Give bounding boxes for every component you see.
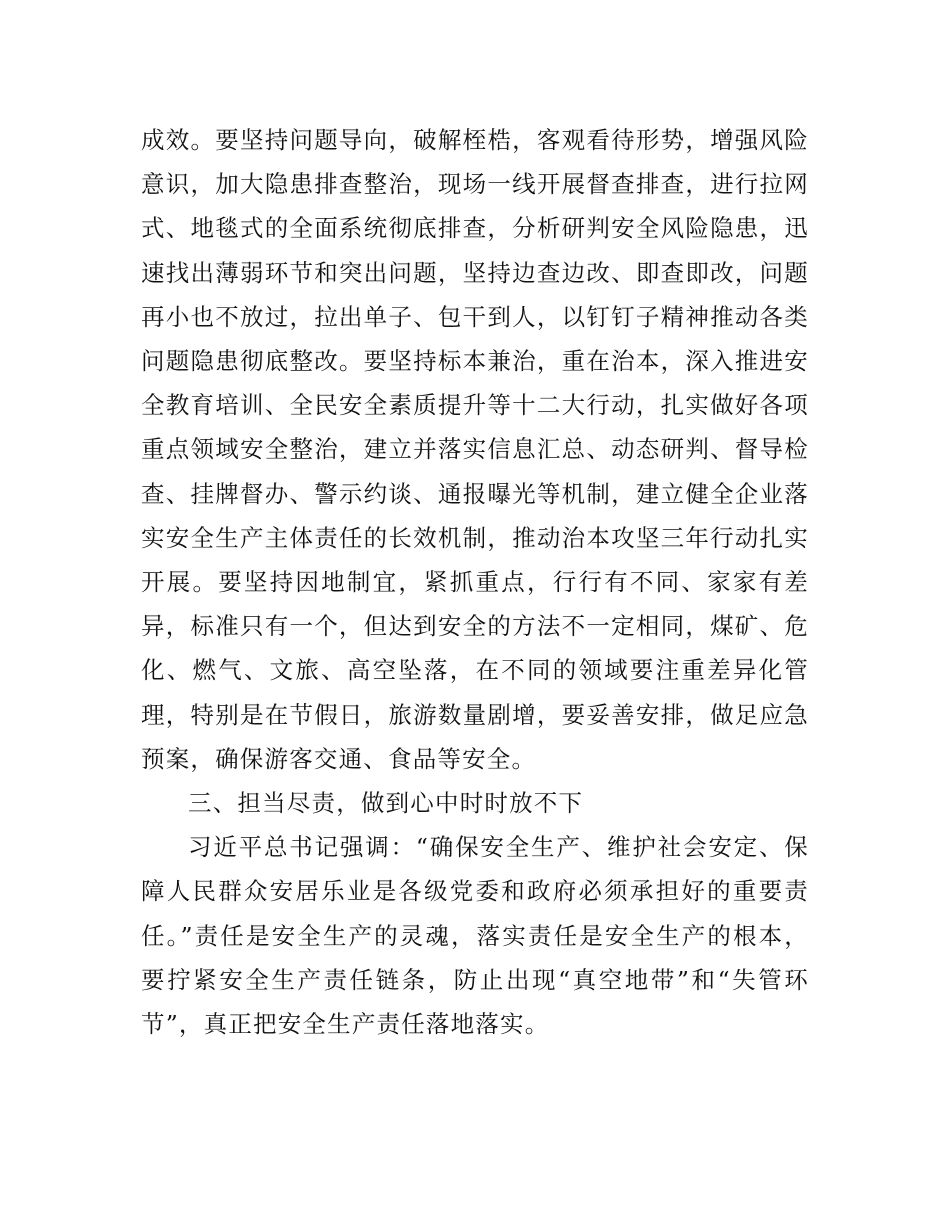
- document-body: [141, 118, 809, 1046]
- section-heading: 三、担当尽责，做到心中时时放不下: [188, 789, 584, 818]
- paragraph-continued: 成效。要坚持问题导向，破解桎梏，客观看待形势，增强风险意识，加大隐患排查整治，现场一线开展督查排查，进行拉网式、地毯式的全面系统彻底排查，分析研判安全风险隐患，迅速找出薄弱环节和突出问题，坚持边查边改、即查即改，问题再小也不放过，拉出单子、包干到人，以钉钉子精神推动各类问题隐患彻底整改。要坚持标本兼治，重在治本，深入推进安全教育培训、全民安全素质提升等十二大行动，扎实做好各项重点领域安全整治，建立并落实信息汇总、动态研判、督导检查、挂牌督办、警示约谈、通报曝光等机制，建立健全企业落实安全生产主体责任的长效机制，推动治本攻坚三年行动扎实开展。要坚持因地制宜，紧抓重点，行行有不同、家家有差异，标准只有一个，但达到安全的方法不一定相同，煤矿、危化、燃气、文旅、高空坠落，在不同的领域要注重差异化管理，特别是在节假日，旅游数量剧增，要妥善安排，做足应急预案，确保游客交通、食品等安全。: [141, 126, 809, 773]
- paragraph-quote: 习近平总书记强调：“确保安全生产、维护社会安定、保障人民群众安居乐业是各级党委和政府必须承担好的重要责任。”责任是安全生产的灵魂，落实责任是安全生产的根本，要拧紧安全生产责任链条，防止出现“真空地带”和“失管环节”，真正把安全生产责任落地落实。: [141, 833, 809, 1039]
